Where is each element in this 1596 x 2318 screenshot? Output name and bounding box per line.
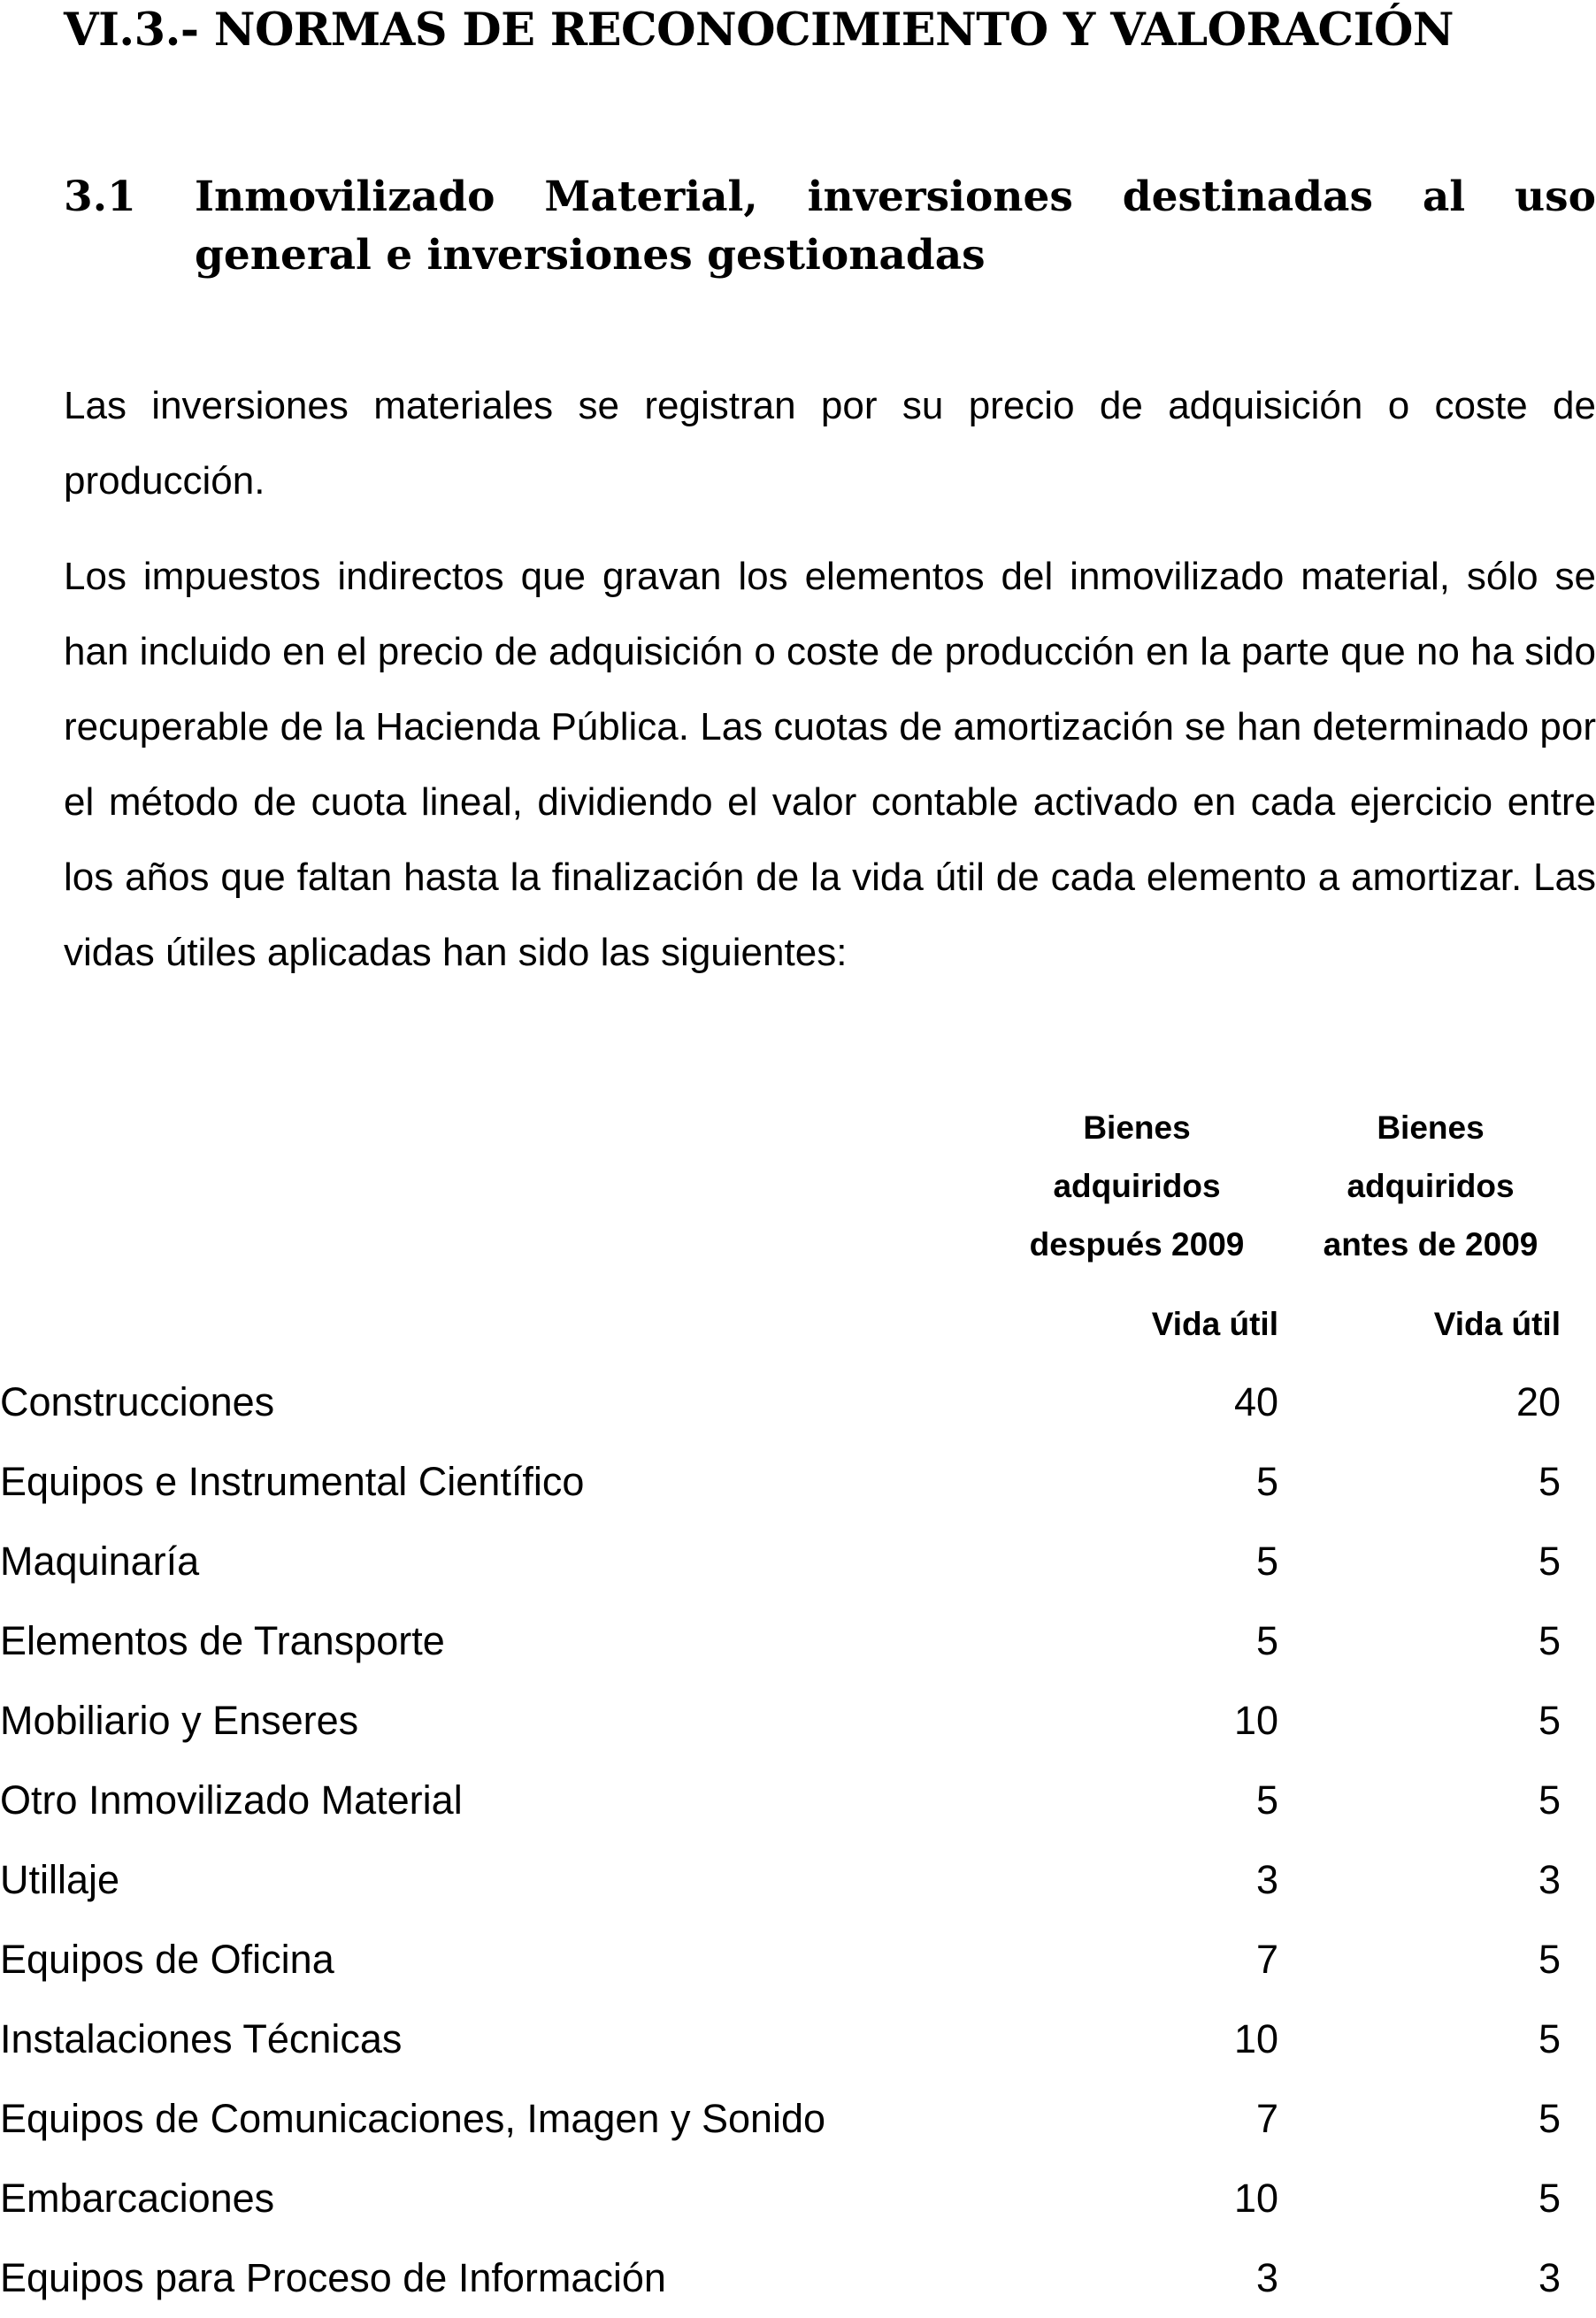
section-title: VI.3.- NORMAS DE RECONOCIMIENTO Y VALORACIÓN bbox=[64, 4, 1454, 57]
useful-life-before-2009: 20 bbox=[1515, 1379, 1561, 1424]
useful-life-after-2009: 7 bbox=[1255, 2096, 1278, 2141]
table-row bbox=[0, 1362, 1596, 1442]
useful-life-after-2009: 10 bbox=[1233, 1698, 1278, 1743]
useful-life-before-2009: 3 bbox=[1538, 1857, 1561, 1902]
table-row bbox=[0, 1442, 1596, 1522]
useful-life-after-2009: 5 bbox=[1255, 1618, 1278, 1663]
useful-life-before-2009: 5 bbox=[1538, 1459, 1561, 1504]
useful-life-after-2009: 5 bbox=[1255, 1777, 1278, 1823]
useful-life-after-2009: 5 bbox=[1255, 1539, 1278, 1584]
column-subheader-useful-life-before: Vida útil bbox=[1433, 1306, 1561, 1342]
table-row bbox=[0, 1601, 1596, 1681]
asset-name: Instalaciones Técnicas bbox=[0, 2016, 403, 2061]
asset-name: Equipos para Proceso de Información bbox=[0, 2255, 666, 2300]
useful-life-before-2009: 5 bbox=[1538, 2016, 1561, 2061]
column-subheader-useful-life-after: Vida útil bbox=[1151, 1306, 1278, 1342]
useful-life-before-2009: 5 bbox=[1538, 1539, 1561, 1584]
paragraph-depreciation: Los impuestos indirectos que gravan los elementos del inmovilizado material, sólo se han incluido en el precio de adquisición o coste de producción en la parte que no ha sido recuperable de la Hacienda Pública. Las cuotas de amortización se han determinado por el método de cuota lineal, dividiendo el valor contable activado en cada ejercicio entre los años que faltan hasta la finalización de la vida útil de cada elemento a amortizar. Las vidas útiles aplicadas han sido las siguientes: bbox=[64, 555, 1596, 974]
column-header-before-2009 bbox=[1289, 1099, 1572, 1274]
useful-life-before-2009: 5 bbox=[1538, 2176, 1561, 2221]
useful-life-after-2009: 7 bbox=[1255, 1937, 1278, 1982]
useful-life-after-2009: 10 bbox=[1233, 2016, 1278, 2061]
useful-life-before-2009: 5 bbox=[1538, 2096, 1561, 2141]
asset-name: Equipos e Instrumental Científico bbox=[0, 1459, 585, 1504]
useful-life-after-2009: 40 bbox=[1233, 1379, 1278, 1424]
asset-name: Utillaje bbox=[0, 1857, 120, 1902]
asset-name: Mobiliario y Enseres bbox=[0, 1698, 359, 1743]
column-header-line: después 2009 bbox=[1029, 1226, 1245, 1263]
table-row bbox=[0, 1681, 1596, 1761]
useful-life-before-2009: 5 bbox=[1538, 1618, 1561, 1663]
table-row bbox=[0, 1999, 1596, 2079]
asset-name: Otro Inmovilizado Material bbox=[0, 1777, 463, 1823]
paragraph-acquisition-cost: Las inversiones materiales se registran por su precio de adquisición o coste de producción. bbox=[64, 384, 1596, 503]
useful-life-after-2009: 5 bbox=[1255, 1459, 1278, 1504]
subsection-number: 3.1 bbox=[64, 173, 136, 221]
useful-life-before-2009: 3 bbox=[1538, 2255, 1561, 2300]
table-row bbox=[0, 1920, 1596, 1999]
useful-life-after-2009: 10 bbox=[1233, 2176, 1278, 2221]
useful-life-before-2009: 5 bbox=[1538, 1698, 1561, 1743]
table-row bbox=[0, 1522, 1596, 1601]
table-row bbox=[0, 2079, 1596, 2159]
table-row bbox=[0, 1761, 1596, 1840]
useful-life-after-2009: 3 bbox=[1255, 2255, 1278, 2300]
asset-name: Maquinaría bbox=[0, 1539, 200, 1584]
column-header-line: adquiridos bbox=[1347, 1168, 1515, 1204]
column-header-line: adquiridos bbox=[1053, 1168, 1221, 1204]
column-header-line: Bienes bbox=[1377, 1109, 1485, 1146]
subsection-title: Inmovilizado Material, inversiones destinadas al uso general e inversiones gestionadas bbox=[195, 173, 1596, 280]
useful-life-before-2009: 5 bbox=[1538, 1937, 1561, 1982]
column-header-line: Bienes bbox=[1083, 1109, 1191, 1146]
table-row bbox=[0, 2159, 1596, 2238]
useful-life-table bbox=[0, 1362, 1596, 2318]
asset-name: Construcciones bbox=[0, 1379, 275, 1424]
useful-life-after-2009: 3 bbox=[1255, 1857, 1278, 1902]
useful-life-before-2009: 5 bbox=[1538, 1777, 1561, 1823]
column-header-line: antes de 2009 bbox=[1323, 1226, 1538, 1263]
column-header-after-2009 bbox=[995, 1099, 1278, 1274]
asset-name: Embarcaciones bbox=[0, 2176, 275, 2221]
asset-name: Equipos de Comunicaciones, Imagen y Sonido bbox=[0, 2096, 826, 2141]
table-row bbox=[0, 1840, 1596, 1920]
table-row bbox=[0, 2238, 1596, 2318]
asset-name: Elementos de Transporte bbox=[0, 1618, 445, 1663]
asset-name: Equipos de Oficina bbox=[0, 1937, 334, 1982]
